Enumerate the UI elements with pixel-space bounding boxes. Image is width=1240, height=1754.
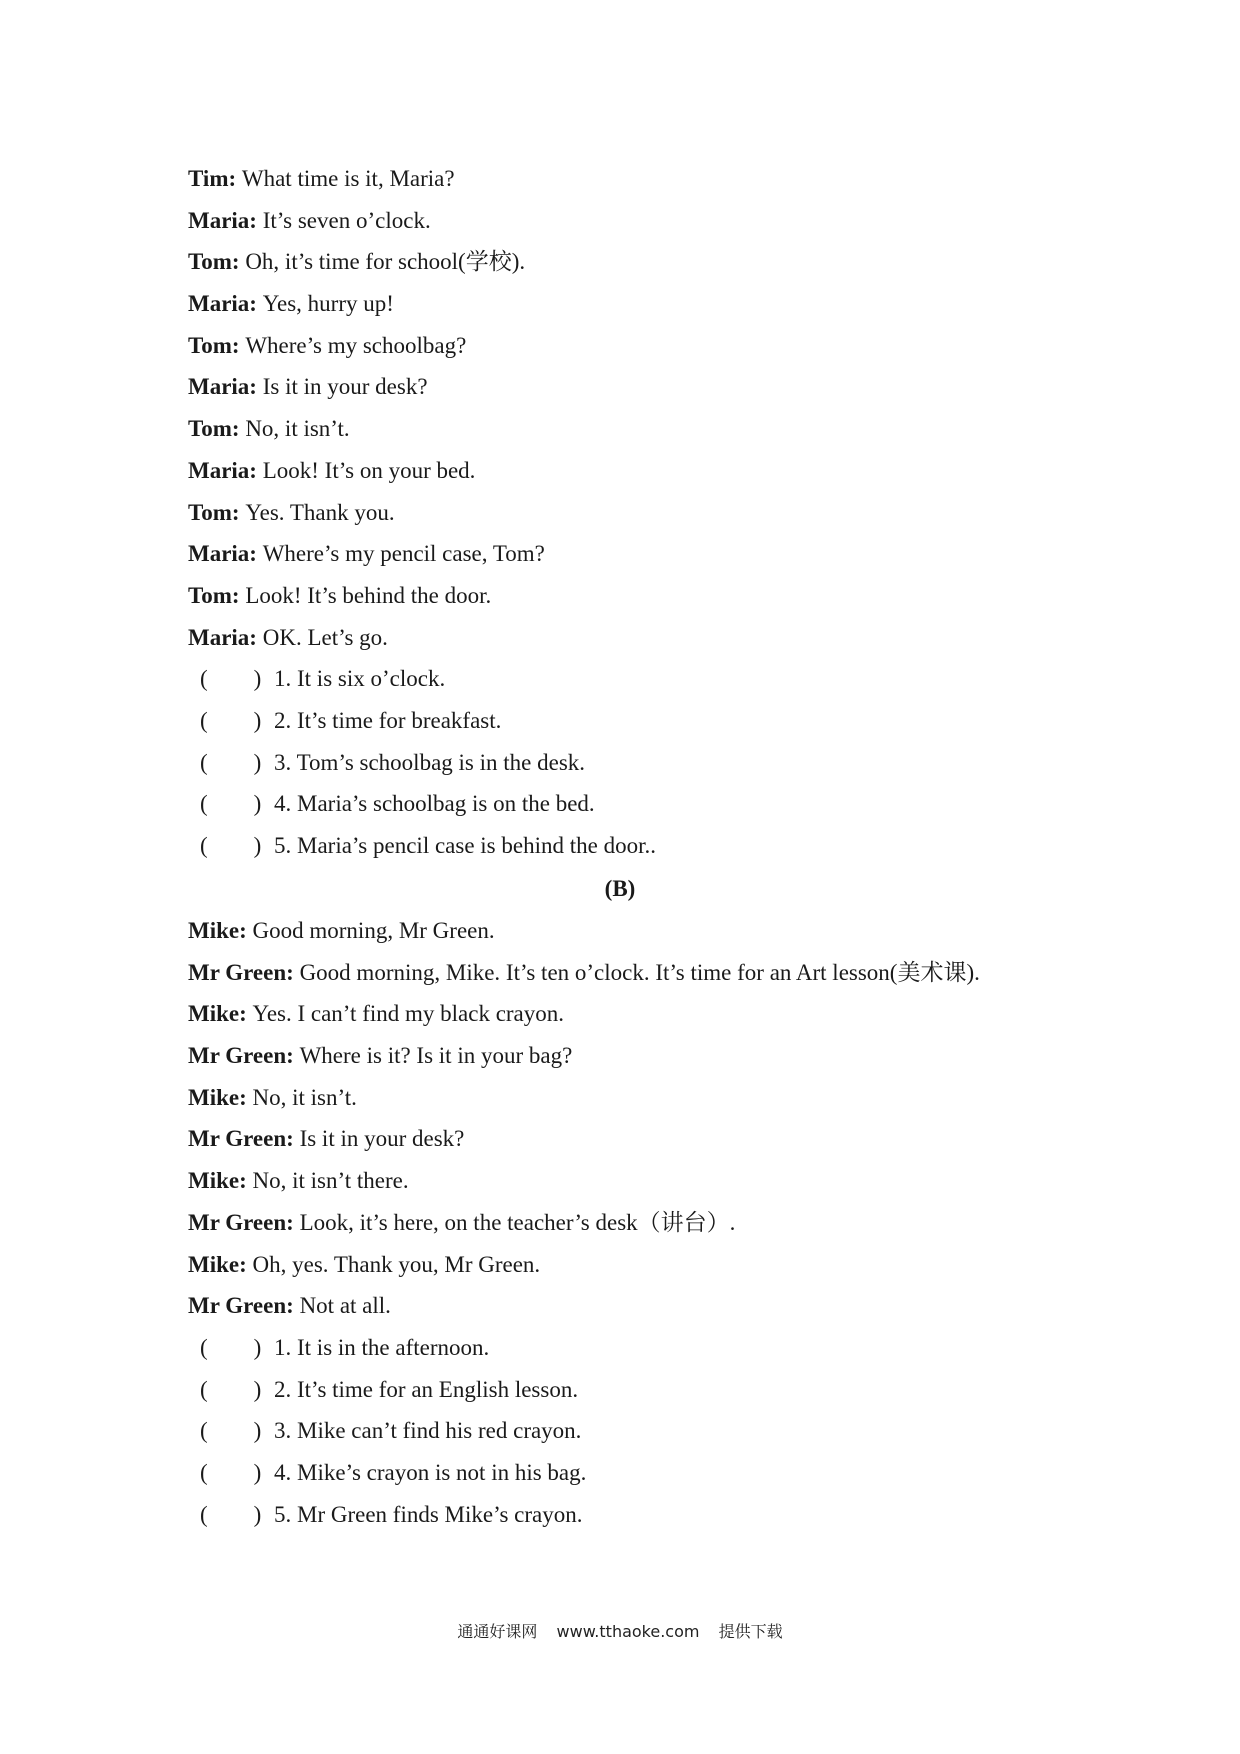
question-number: 5 .	[274, 833, 297, 858]
line-text: No, it isn’t there.	[252, 1168, 409, 1194]
dialogue-line	[188, 617, 1148, 659]
speaker-name: Maria:	[188, 291, 257, 317]
dialogue-line	[188, 952, 1148, 994]
true-false-question	[188, 1410, 1148, 1452]
dialogue-line	[188, 1244, 1148, 1286]
line-text: What time is it, Maria?	[241, 166, 455, 191]
line-text: Yes. Thank you.	[245, 499, 395, 525]
footer-suffix: 提供下载	[718, 1622, 783, 1641]
speaker-name: Mike:	[188, 1251, 247, 1277]
line-text: Is it in your desk?	[299, 1126, 465, 1152]
question-text: Tom’s schoolbag is in the desk.	[296, 749, 586, 775]
dialogue-line	[188, 1202, 1148, 1244]
dialogue-line	[188, 910, 1148, 952]
true-false-question	[188, 825, 1148, 867]
speaker-name: Maria:	[188, 374, 257, 400]
dialogue-line	[188, 366, 1148, 408]
line-text: OK. Let’s go.	[262, 624, 388, 650]
question-text: It is in the afternoon.	[297, 1334, 490, 1360]
line-text: Good morning, Mr Green.	[252, 918, 495, 943]
footer-url-link[interactable]: www.tthaoke.com	[556, 1622, 700, 1641]
speaker-name: Tim:	[188, 166, 237, 191]
question-text: It’s time for an English lesson.	[297, 1376, 579, 1402]
speaker-name: Tom:	[188, 332, 240, 358]
dialogue-line	[188, 450, 1148, 492]
line-text: It’s seven o’clock.	[262, 207, 431, 233]
dialogue-line	[188, 1035, 1148, 1077]
line-text: Oh, yes. Thank you, Mr Green.	[252, 1251, 541, 1277]
speaker-name: Mr Green:	[188, 959, 294, 985]
dialogue-line	[188, 1160, 1148, 1202]
question-number: 2 .	[274, 1377, 297, 1402]
question-number: 3 .	[274, 1418, 297, 1443]
true-false-question	[188, 783, 1148, 825]
dialogue-a	[188, 158, 1148, 867]
line-text: Where is it? Is it in your bag?	[299, 1043, 573, 1069]
line-text: Oh, it’s time for school(学校).	[245, 249, 526, 275]
section-b-heading: (B)	[604, 876, 636, 901]
line-text: Look, it’s here, on the teacher’s desk（讲台）.	[299, 1209, 736, 1235]
footer-site-name: 通通好课网	[457, 1622, 538, 1641]
question-number: 3 .	[274, 750, 297, 775]
speaker-name: Mike:	[188, 918, 247, 943]
answer-blank[interactable]: ( )	[200, 666, 262, 692]
true-false-question	[188, 1327, 1148, 1369]
dialogue-line	[188, 408, 1148, 450]
dialogue-line	[188, 1077, 1148, 1119]
true-false-question	[188, 700, 1148, 742]
dialogue-line	[188, 533, 1148, 575]
line-text: Not at all.	[299, 1293, 391, 1319]
question-number: 5 .	[274, 1502, 297, 1527]
question-text: Maria’s schoolbag is on the bed.	[297, 791, 595, 817]
true-false-question	[188, 1369, 1148, 1411]
speaker-name: Mike:	[188, 1168, 247, 1194]
line-text: Yes. I can’t find my black crayon.	[252, 1001, 565, 1027]
answer-blank[interactable]: ( )	[200, 833, 262, 858]
true-false-question	[188, 742, 1148, 784]
dialogue-line	[188, 200, 1148, 242]
question-number: 4 .	[274, 791, 297, 816]
line-text: Where’s my pencil case, Tom?	[262, 541, 545, 567]
dialogue-line	[188, 993, 1148, 1035]
speaker-name: Maria:	[188, 624, 257, 650]
question-number: 4 .	[274, 1460, 297, 1485]
answer-blank[interactable]: ( )	[200, 749, 262, 775]
dialogue-line	[188, 158, 1148, 200]
true-false-question	[188, 658, 1148, 700]
dialogue-a-lines	[188, 158, 1148, 658]
answer-blank[interactable]: ( )	[200, 1376, 262, 1402]
question-text: Maria’s pencil case is behind the door..	[297, 833, 656, 858]
true-false-question	[188, 1494, 1148, 1536]
question-text: Mike can’t find his red crayon.	[297, 1418, 582, 1444]
line-text: Where’s my schoolbag?	[245, 332, 467, 358]
answer-blank[interactable]: ( )	[200, 1334, 262, 1360]
speaker-name: Mr Green:	[188, 1209, 294, 1235]
speaker-name: Maria:	[188, 207, 257, 233]
line-text: Look! It’s behind the door.	[245, 582, 492, 608]
line-text: No, it isn’t.	[245, 416, 350, 442]
page-footer	[0, 1617, 1240, 1647]
answer-blank[interactable]: ( )	[200, 1501, 262, 1527]
question-number: 1 .	[274, 1335, 297, 1360]
speaker-name: Mr Green:	[188, 1043, 294, 1069]
speaker-name: Mike:	[188, 1084, 247, 1110]
question-number: 2 .	[274, 708, 297, 733]
line-text: Yes, hurry up!	[262, 291, 394, 317]
dialogue-line	[188, 575, 1148, 617]
dialogue-line	[188, 1118, 1148, 1160]
speaker-name: Mr Green:	[188, 1126, 294, 1152]
speaker-name: Tom:	[188, 416, 240, 442]
dialogue-line	[188, 283, 1148, 325]
speaker-name: Maria:	[188, 457, 257, 483]
answer-blank[interactable]: ( )	[200, 791, 262, 817]
dialogue-line	[188, 325, 1148, 367]
dialogue-b-lines	[188, 910, 1148, 1327]
dialogue-line	[188, 1285, 1148, 1327]
dialogue-b	[188, 910, 1148, 1535]
speaker-name: Maria:	[188, 541, 257, 567]
speaker-name: Tom:	[188, 249, 240, 275]
dialogue-line	[188, 492, 1148, 534]
question-number: 1 .	[274, 666, 297, 691]
question-text: It’s time for breakfast.	[297, 707, 502, 733]
speaker-name: Mike:	[188, 1001, 247, 1027]
answer-blank[interactable]: ( )	[200, 707, 262, 733]
dialogue-b-questions	[188, 1327, 1148, 1535]
true-false-question	[188, 1452, 1148, 1494]
line-text: No, it isn’t.	[252, 1084, 357, 1110]
speaker-name: Tom:	[188, 582, 240, 608]
question-text: Mr Green finds Mike’s crayon.	[297, 1501, 583, 1527]
dialogue-line	[188, 241, 1148, 283]
line-text: Is it in your desk?	[262, 374, 428, 400]
question-text: It is six o’clock.	[297, 666, 446, 692]
answer-blank[interactable]: ( )	[200, 1418, 262, 1444]
question-text: Mike’s crayon is not in his bag.	[297, 1459, 587, 1485]
speaker-name: Tom:	[188, 499, 240, 525]
speaker-name: Mr Green:	[188, 1293, 294, 1319]
line-text: Look! It’s on your bed.	[262, 457, 476, 483]
answer-blank[interactable]: ( )	[200, 1459, 262, 1485]
dialogue-a-questions	[188, 658, 1148, 866]
line-text: Good morning, Mike. It’s ten o’clock. It’s time for an Art lesson(美术课).	[299, 959, 980, 985]
